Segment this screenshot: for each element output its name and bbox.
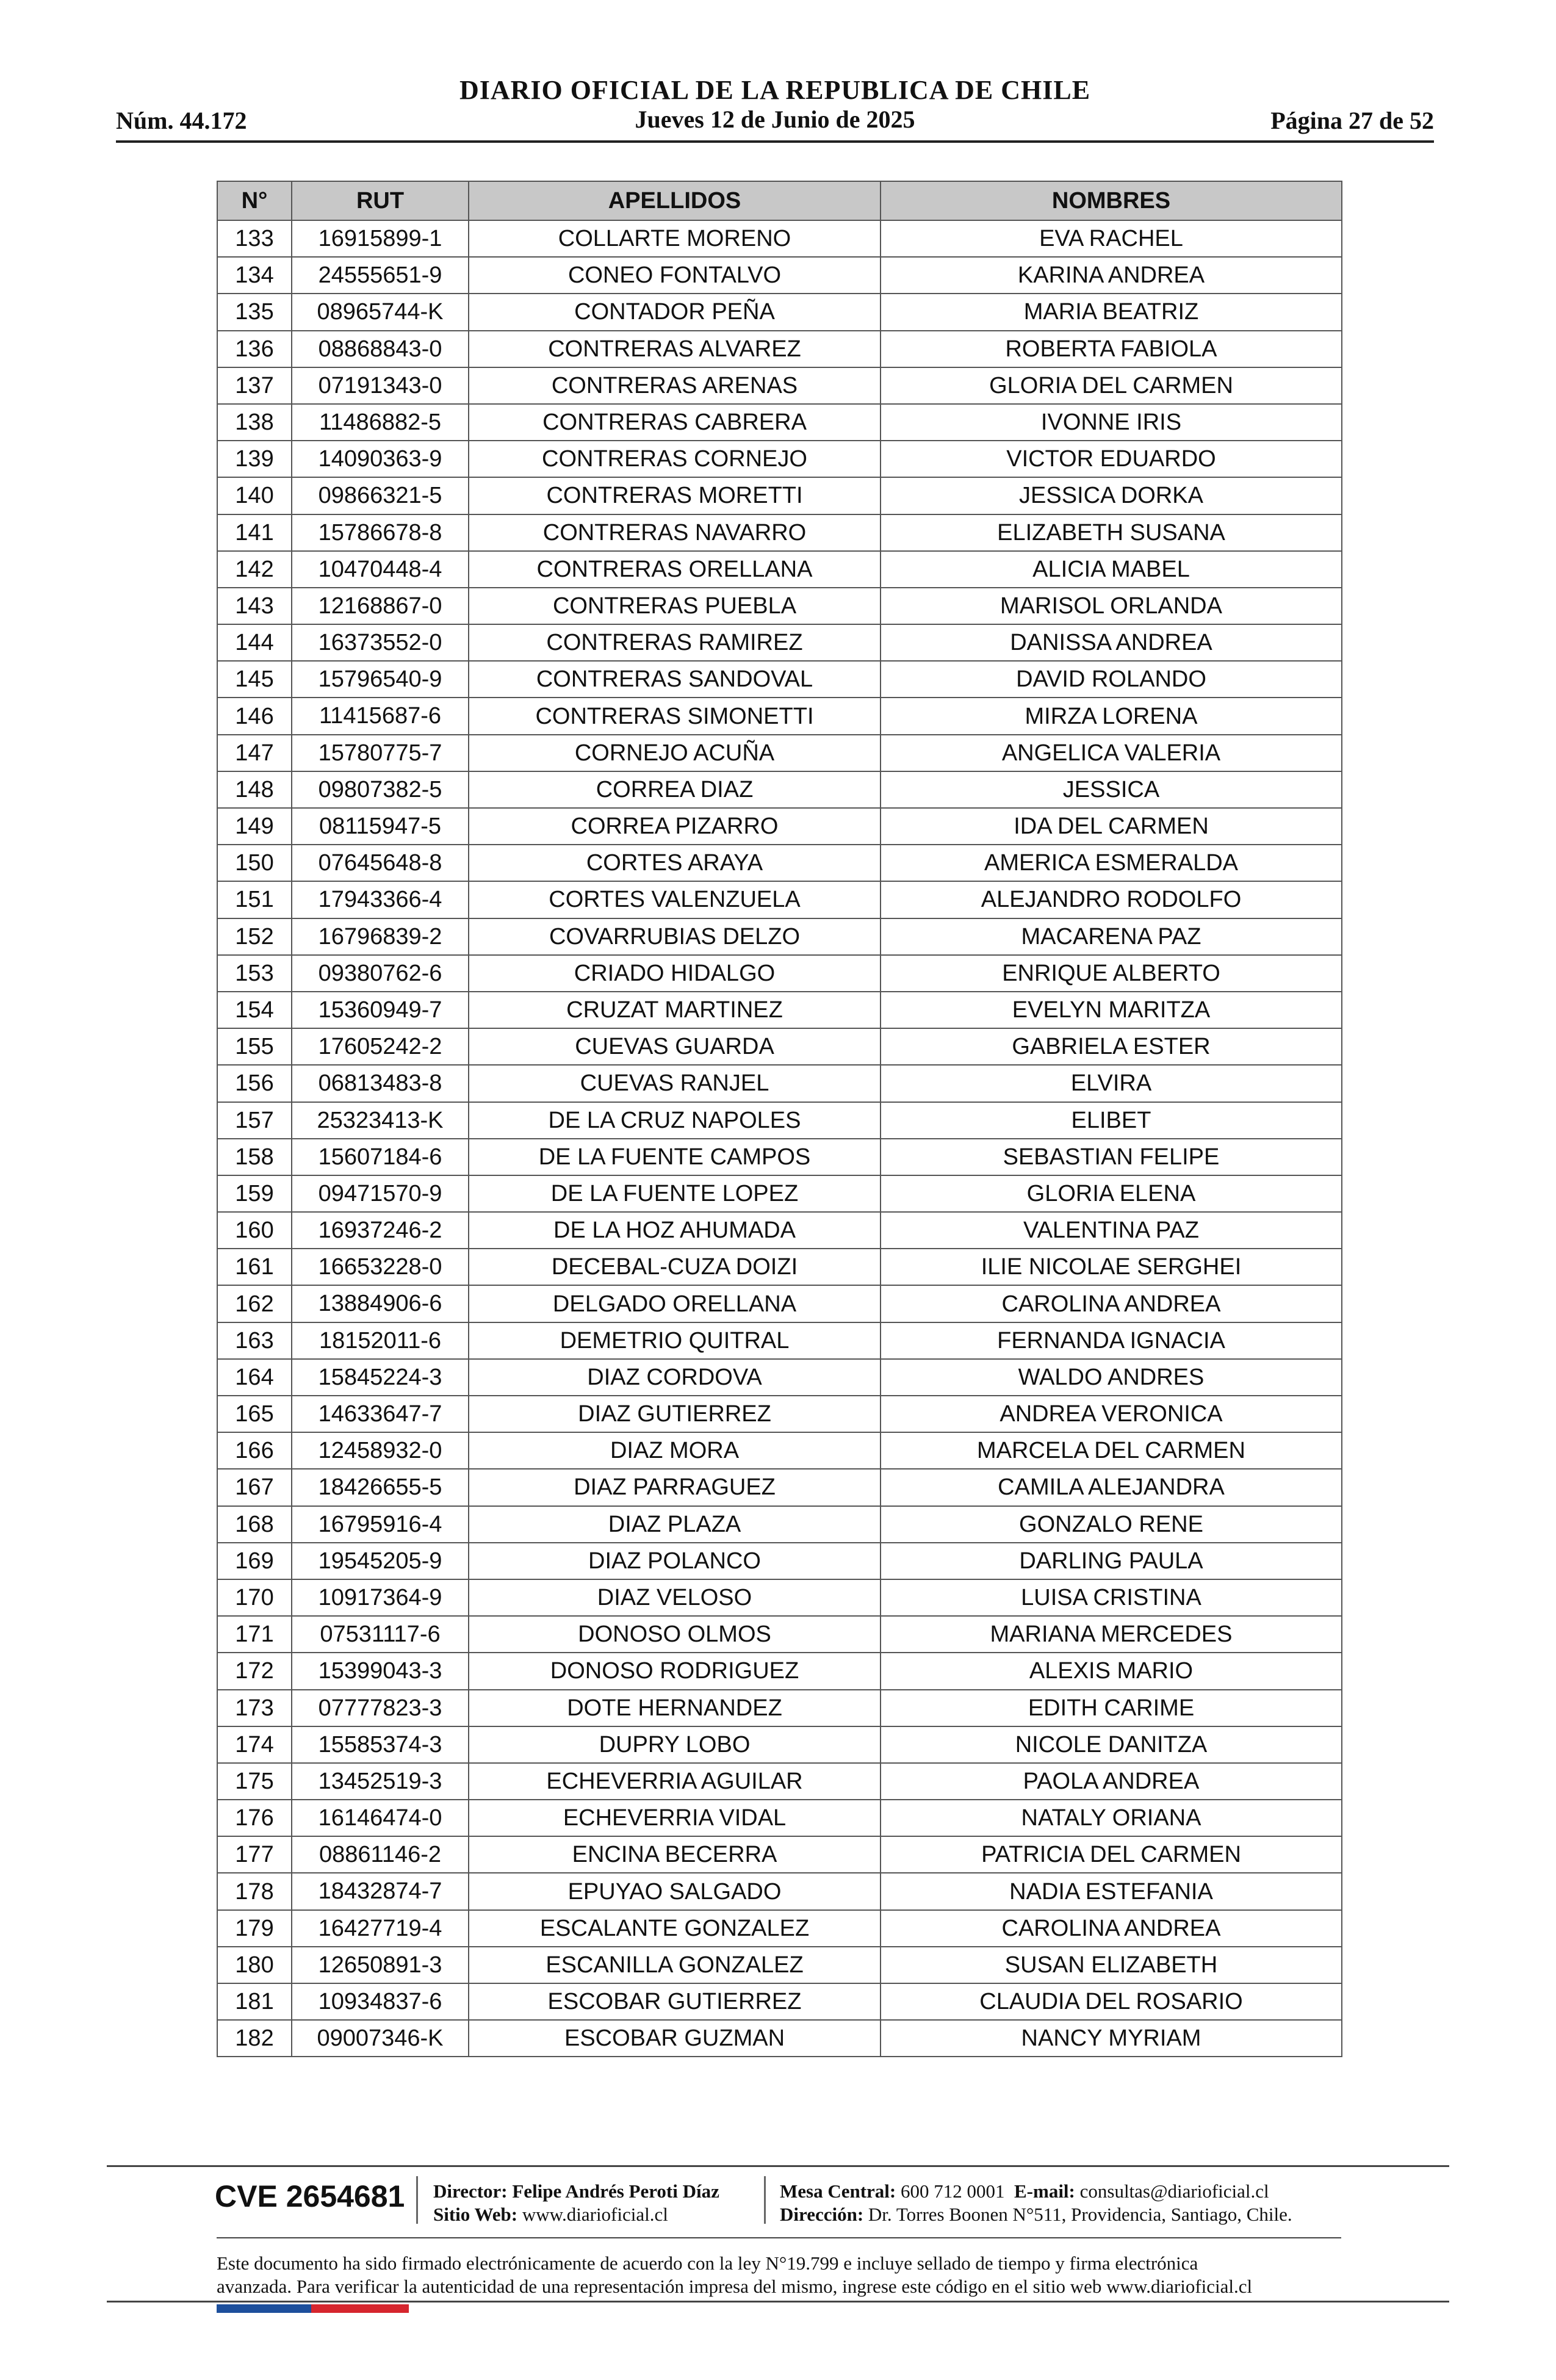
row-apellidos: ESCANILLA GONZALEZ [469,1947,881,1983]
row-number: 162 [217,1285,292,1322]
row-apellidos: CONTRERAS SIMONETTI [469,698,881,734]
row-apellidos: DECEBAL-CUZA DOIZI [469,1249,881,1285]
row-rut: 24555651-9 [292,257,469,294]
row-apellidos: ESCALANTE GONZALEZ [469,1910,881,1947]
row-nombres: GLORIA ELENA [881,1175,1342,1212]
flag-stripe-blue [217,2304,311,2313]
row-apellidos: CONTRERAS CORNEJO [469,441,881,477]
disclaimer-line-2: avanzada. Para verificar la autenticidad de una representación impresa del mismo, ingrese este código en el sitio web www.diarioficial.cl [217,2276,1253,2297]
roster-table [217,181,1342,2057]
row-number: 158 [217,1139,292,1175]
row-rut: 13452519-3 [292,1763,469,1800]
row-number: 179 [217,1910,292,1947]
table-row [217,1212,1342,1249]
row-rut: 15399043-3 [292,1653,469,1689]
row-nombres: ELIBET [881,1102,1342,1139]
row-number: 137 [217,367,292,404]
row-number: 168 [217,1506,292,1543]
row-apellidos: CONTRERAS ORELLANA [469,551,881,588]
row-number: 149 [217,808,292,845]
row-apellidos: CUEVAS RANJEL [469,1065,881,1102]
row-rut: 09471570-9 [292,1175,469,1212]
page-number: Página 27 de 52 [1270,107,1434,134]
row-rut: 16427719-4 [292,1910,469,1947]
table-row [217,735,1342,771]
footer-divider-top [107,2165,1449,2167]
row-rut: 09866321-5 [292,477,469,514]
row-apellidos: DOTE HERNANDEZ [469,1690,881,1726]
row-rut: 16653228-0 [292,1249,469,1285]
row-apellidos: EPUYAO SALGADO [469,1873,881,1909]
row-apellidos: CONTRERAS RAMIREZ [469,624,881,661]
table-row [217,1616,1342,1653]
row-apellidos: CONEO FONTALVO [469,257,881,294]
row-nombres: ANGELICA VALERIA [881,735,1342,771]
row-rut: 19545205-9 [292,1543,469,1579]
row-apellidos: CORTES VALENZUELA [469,881,881,918]
table-row [217,404,1342,441]
row-apellidos: DEMETRIO QUITRAL [469,1322,881,1359]
table-row [217,1396,1342,1432]
table-row [217,1359,1342,1396]
table-row [217,257,1342,294]
row-nombres: DANISSA ANDREA [881,624,1342,661]
row-rut: 12168867-0 [292,588,469,624]
table-row [217,441,1342,477]
row-nombres: ALEJANDRO RODOLFO [881,881,1342,918]
row-rut: 15780775-7 [292,735,469,771]
row-rut: 08861146-2 [292,1836,469,1873]
row-number: 169 [217,1543,292,1579]
row-apellidos: DONOSO OLMOS [469,1616,881,1653]
row-number: 157 [217,1102,292,1139]
table-row [217,1249,1342,1285]
email-label: E-mail: [1014,2180,1075,2202]
table-row [217,331,1342,367]
row-nombres: ILIE NICOLAE SERGHEI [881,1249,1342,1285]
table-row [217,1139,1342,1175]
table-row [217,1432,1342,1469]
row-number: 144 [217,624,292,661]
row-nombres: WALDO ANDRES [881,1359,1342,1396]
row-apellidos: DE LA HOZ AHUMADA [469,1212,881,1249]
table-row [217,1983,1342,2020]
row-number: 153 [217,955,292,992]
row-nombres: MARIA BEATRIZ [881,294,1342,330]
row-rut: 08965744-K [292,294,469,330]
row-apellidos: DELGADO ORELLANA [469,1285,881,1322]
row-nombres: NANCY MYRIAM [881,2020,1342,2057]
row-nombres: NADIA ESTEFANIA [881,1873,1342,1909]
table-row [217,1579,1342,1616]
table-row [217,1726,1342,1763]
row-nombres: GABRIELA ESTER [881,1028,1342,1065]
row-rut: 09007346-K [292,2020,469,2057]
row-number: 133 [217,220,292,257]
director-label: Director: [433,2180,508,2202]
row-rut: 16373552-0 [292,624,469,661]
table-row [217,698,1342,734]
table-row [217,1763,1342,1800]
row-apellidos: CONTRERAS ARENAS [469,367,881,404]
row-apellidos: DIAZ PLAZA [469,1506,881,1543]
row-number: 174 [217,1726,292,1763]
column-header-number: N° [217,181,292,220]
row-nombres: ELVIRA [881,1065,1342,1102]
row-nombres: SUSAN ELIZABETH [881,1947,1342,1983]
email-link[interactable]: consultas@diarioficial.cl [1079,2180,1269,2202]
site-label: Sitio Web: [433,2204,518,2225]
row-number: 160 [217,1212,292,1249]
table-header-row [217,181,1342,220]
row-rut: 15360949-7 [292,992,469,1028]
issue-date: Jueves 12 de Junio de 2025 [635,106,915,133]
row-nombres: MIRZA LORENA [881,698,1342,734]
row-nombres: CAMILA ALEJANDRA [881,1469,1342,1506]
row-nombres: MARISOL ORLANDA [881,588,1342,624]
row-number: 175 [217,1763,292,1800]
row-rut: 09380762-6 [292,955,469,992]
row-rut: 11486882-5 [292,404,469,441]
row-rut: 07191343-0 [292,367,469,404]
row-number: 147 [217,735,292,771]
row-nombres: KARINA ANDREA [881,257,1342,294]
row-number: 173 [217,1690,292,1726]
row-apellidos: ESCOBAR GUTIERREZ [469,1983,881,2020]
roster-body [217,220,1342,2057]
row-number: 148 [217,771,292,808]
row-apellidos: DIAZ POLANCO [469,1543,881,1579]
table-row [217,588,1342,624]
row-apellidos: CONTRERAS NAVARRO [469,514,881,551]
table-row [217,1543,1342,1579]
table-row [217,1469,1342,1506]
row-rut: 13884906-6 [292,1285,469,1322]
row-nombres: PAOLA ANDREA [881,1763,1342,1800]
table-row [217,514,1342,551]
row-nombres: GLORIA DEL CARMEN [881,367,1342,404]
row-rut: 12458932-0 [292,1432,469,1469]
director-name: Felipe Andrés Peroti Díaz [512,2180,719,2202]
row-apellidos: CORTES ARAYA [469,845,881,881]
row-rut: 25323413-K [292,1102,469,1139]
row-number: 164 [217,1359,292,1396]
row-rut: 12650891-3 [292,1947,469,1983]
row-rut: 14633647-7 [292,1396,469,1432]
row-nombres: GONZALO RENE [881,1506,1342,1543]
row-nombres: EDITH CARIME [881,1690,1342,1726]
row-number: 176 [217,1800,292,1836]
table-row [217,294,1342,330]
row-rut: 15845224-3 [292,1359,469,1396]
table-row [217,477,1342,514]
row-number: 139 [217,441,292,477]
row-apellidos: CORREA PIZARRO [469,808,881,845]
row-apellidos: ENCINA BECERRA [469,1836,881,1873]
row-nombres: FERNANDA IGNACIA [881,1322,1342,1359]
table-row [217,661,1342,698]
row-apellidos: DIAZ PARRAGUEZ [469,1469,881,1506]
row-number: 134 [217,257,292,294]
row-number: 140 [217,477,292,514]
row-rut: 14090363-9 [292,441,469,477]
row-nombres: CAROLINA ANDREA [881,1910,1342,1947]
footer-contact-block [780,2180,1292,2226]
table-row [217,1175,1342,1212]
row-apellidos: DUPRY LOBO [469,1726,881,1763]
row-nombres: ROBERTA FABIOLA [881,331,1342,367]
row-rut: 07531117-6 [292,1616,469,1653]
row-nombres: SEBASTIAN FELIPE [881,1139,1342,1175]
table-row [217,1836,1342,1873]
row-rut: 07645648-8 [292,845,469,881]
row-rut: 18152011-6 [292,1322,469,1359]
row-rut: 16795916-4 [292,1506,469,1543]
row-nombres: MARIANA MERCEDES [881,1616,1342,1653]
row-apellidos: ESCOBAR GUZMAN [469,2020,881,2057]
row-number: 182 [217,2020,292,2057]
row-rut: 17943366-4 [292,881,469,918]
table-row [217,1800,1342,1836]
row-rut: 16937246-2 [292,1212,469,1249]
row-apellidos: CONTADOR PEÑA [469,294,881,330]
row-rut: 11415687-6 [292,698,469,734]
table-row [217,1506,1342,1543]
row-nombres: MACARENA PAZ [881,918,1342,955]
row-nombres: CLAUDIA DEL ROSARIO [881,1983,1342,2020]
row-number: 181 [217,1983,292,2020]
row-rut: 16146474-0 [292,1800,469,1836]
row-apellidos: CONTRERAS ALVAREZ [469,331,881,367]
column-header-rut: RUT [292,181,469,220]
disclaimer-line-1: Este documento ha sido firmado electrónicamente de acuerdo con la ley N°19.799 e incluye sellado de tiempo y firma electrónica [217,2252,1198,2274]
row-number: 152 [217,918,292,955]
flag-stripe-red [311,2304,409,2313]
phone-label: Mesa Central: [780,2180,896,2202]
row-number: 145 [217,661,292,698]
table-row [217,1690,1342,1726]
row-rut: 10470448-4 [292,551,469,588]
row-number: 161 [217,1249,292,1285]
column-header-nombres: NOMBRES [881,181,1342,220]
row-number: 165 [217,1396,292,1432]
row-rut: 08868843-0 [292,331,469,367]
table-row [217,1028,1342,1065]
table-row [217,992,1342,1028]
table-row [217,1065,1342,1102]
row-apellidos: CORNEJO ACUÑA [469,735,881,771]
row-rut: 16796839-2 [292,918,469,955]
row-nombres: IDA DEL CARMEN [881,808,1342,845]
row-number: 155 [217,1028,292,1065]
row-rut: 15607184-6 [292,1139,469,1175]
row-number: 170 [217,1579,292,1616]
row-number: 150 [217,845,292,881]
row-nombres: ELIZABETH SUSANA [881,514,1342,551]
row-number: 172 [217,1653,292,1689]
footer-divider-bottom [107,2301,1449,2302]
row-nombres: PATRICIA DEL CARMEN [881,1836,1342,1873]
table-row [217,1322,1342,1359]
row-apellidos: CONTRERAS MORETTI [469,477,881,514]
row-apellidos: CORREA DIAZ [469,771,881,808]
row-rut: 08115947-5 [292,808,469,845]
row-nombres: DAVID ROLANDO [881,661,1342,698]
row-apellidos: CRUZAT MARTINEZ [469,992,881,1028]
row-number: 177 [217,1836,292,1873]
row-number: 159 [217,1175,292,1212]
row-apellidos: CRIADO HIDALGO [469,955,881,992]
row-nombres: ENRIQUE ALBERTO [881,955,1342,992]
header-divider [116,140,1434,143]
footer-separator [416,2176,418,2224]
row-number: 163 [217,1322,292,1359]
row-rut: 06813483-8 [292,1065,469,1102]
row-rut: 18432874-7 [292,1873,469,1909]
row-apellidos: DIAZ CORDOVA [469,1359,881,1396]
row-rut: 16915899-1 [292,220,469,257]
footer-separator [764,2176,766,2224]
row-nombres: JESSICA [881,771,1342,808]
row-number: 166 [217,1432,292,1469]
table-row [217,1910,1342,1947]
table-row [217,1873,1342,1909]
row-number: 171 [217,1616,292,1653]
footer-director-block [433,2180,719,2226]
footer-divider-middle [217,2237,1341,2238]
page-header [116,74,1434,146]
row-apellidos: COVARRUBIAS DELZO [469,918,881,955]
row-number: 136 [217,331,292,367]
row-number: 167 [217,1469,292,1506]
row-nombres: NATALY ORIANA [881,1800,1342,1836]
row-rut: 15796540-9 [292,661,469,698]
row-apellidos: ECHEVERRIA AGUILAR [469,1763,881,1800]
row-apellidos: ECHEVERRIA VIDAL [469,1800,881,1836]
address-text: Dr. Torres Boonen N°511, Providencia, Santiago, Chile. [868,2204,1292,2225]
row-rut: 07777823-3 [292,1690,469,1726]
row-apellidos: CUEVAS GUARDA [469,1028,881,1065]
row-nombres: ALEXIS MARIO [881,1653,1342,1689]
signature-disclaimer [217,2252,1352,2298]
row-nombres: AMERICA ESMERALDA [881,845,1342,881]
table-row [217,624,1342,661]
row-nombres: IVONNE IRIS [881,404,1342,441]
table-row [217,955,1342,992]
row-apellidos: CONTRERAS PUEBLA [469,588,881,624]
row-rut: 09807382-5 [292,771,469,808]
row-apellidos: COLLARTE MORENO [469,220,881,257]
row-apellidos: DIAZ GUTIERREZ [469,1396,881,1432]
row-number: 154 [217,992,292,1028]
site-link[interactable]: www.diarioficial.cl [522,2204,668,2225]
row-rut: 10934837-6 [292,1983,469,2020]
table-row [217,918,1342,955]
row-apellidos: DIAZ VELOSO [469,1579,881,1616]
row-apellidos: DONOSO RODRIGUEZ [469,1653,881,1689]
table-row [217,845,1342,881]
phone-number: 600 712 0001 [901,2180,1005,2202]
table-row [217,1653,1342,1689]
cve-code: CVE 2654681 [215,2179,405,2213]
row-number: 146 [217,698,292,734]
row-nombres: ANDREA VERONICA [881,1396,1342,1432]
row-rut: 10917364-9 [292,1579,469,1616]
publication-title: DIARIO OFICIAL DE LA REPUBLICA DE CHILE [459,75,1091,105]
column-header-apellidos: APELLIDOS [469,181,881,220]
row-rut: 15585374-3 [292,1726,469,1763]
table-row [217,2020,1342,2057]
table-row [217,881,1342,918]
table-row [217,1285,1342,1322]
row-apellidos: DE LA FUENTE LOPEZ [469,1175,881,1212]
row-number: 156 [217,1065,292,1102]
address-label: Dirección: [780,2204,864,2225]
row-nombres: JESSICA DORKA [881,477,1342,514]
row-nombres: ALICIA MABEL [881,551,1342,588]
row-nombres: MARCELA DEL CARMEN [881,1432,1342,1469]
row-rut: 17605242-2 [292,1028,469,1065]
row-nombres: CAROLINA ANDREA [881,1285,1342,1322]
row-number: 138 [217,404,292,441]
row-nombres: VALENTINA PAZ [881,1212,1342,1249]
row-number: 178 [217,1873,292,1909]
table-row [217,771,1342,808]
row-nombres: DARLING PAULA [881,1543,1342,1579]
row-number: 180 [217,1947,292,1983]
table-row [217,1102,1342,1139]
row-rut: 18426655-5 [292,1469,469,1506]
issue-number: Núm. 44.172 [116,107,247,134]
row-number: 141 [217,514,292,551]
row-number: 151 [217,881,292,918]
row-nombres: NICOLE DANITZA [881,1726,1342,1763]
row-nombres: EVA RACHEL [881,220,1342,257]
row-nombres: VICTOR EDUARDO [881,441,1342,477]
row-nombres: LUISA CRISTINA [881,1579,1342,1616]
table-row [217,1947,1342,1983]
row-nombres: EVELYN MARITZA [881,992,1342,1028]
row-apellidos: CONTRERAS CABRERA [469,404,881,441]
row-apellidos: DE LA CRUZ NAPOLES [469,1102,881,1139]
row-number: 135 [217,294,292,330]
table-row [217,808,1342,845]
row-apellidos: DIAZ MORA [469,1432,881,1469]
table-row [217,367,1342,404]
row-apellidos: DE LA FUENTE CAMPOS [469,1139,881,1175]
row-number: 143 [217,588,292,624]
row-apellidos: CONTRERAS SANDOVAL [469,661,881,698]
row-number: 142 [217,551,292,588]
table-row [217,551,1342,588]
table-row [217,220,1342,257]
row-rut: 15786678-8 [292,514,469,551]
